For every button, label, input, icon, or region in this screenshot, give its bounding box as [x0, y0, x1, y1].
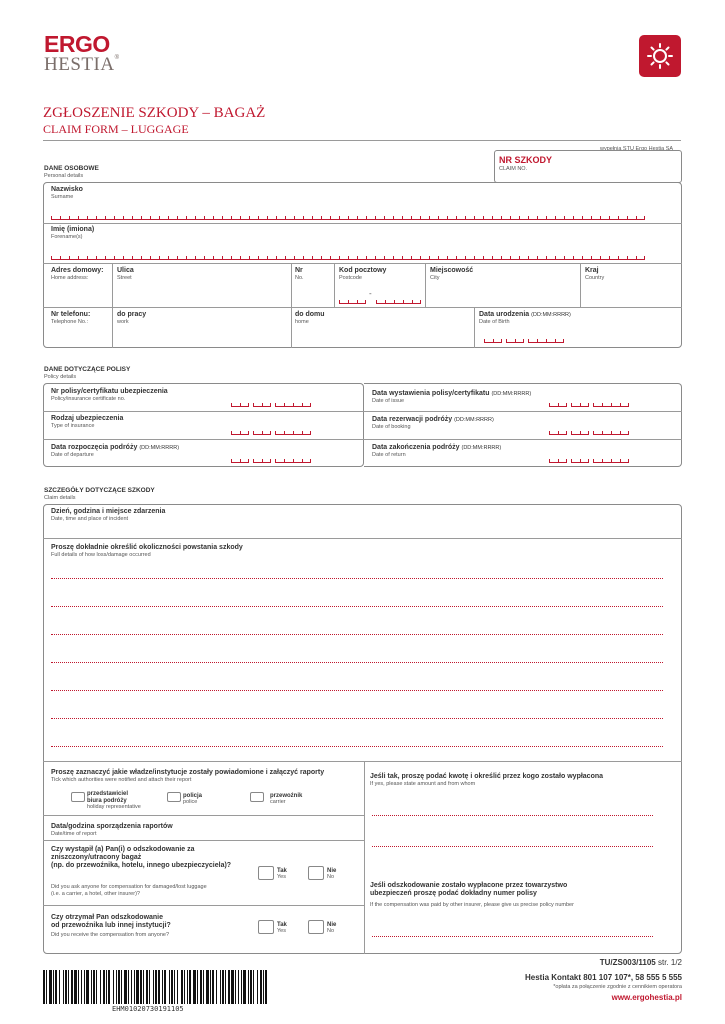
surname-input[interactable]	[51, 216, 645, 220]
address-label: Adres domowy:	[51, 267, 104, 274]
carrier-sub: carrier	[270, 799, 286, 805]
report-date-label: Data/godzina sporządzenia raportów	[51, 823, 173, 830]
col-divider	[425, 263, 426, 307]
details-line[interactable]	[51, 578, 663, 579]
claim-title: SZCZEGÓŁY DOTYCZĄCE SZKODY	[44, 487, 155, 494]
issue-date-label	[372, 390, 531, 398]
asked-no-label: Nie	[327, 868, 337, 874]
home-phone-sub: home	[295, 319, 309, 325]
return-date-input[interactable]	[549, 459, 629, 463]
row-divider	[43, 840, 364, 841]
return-date-label-text: Data zakończenia podróży	[372, 444, 460, 451]
received-label-2: od przewoźnika lub innej instytucji?	[51, 922, 171, 929]
asked-no-sub: No	[327, 874, 335, 880]
row-divider	[43, 263, 682, 264]
rep-sub: holiday representative	[87, 804, 141, 810]
asked-yes-sub: Yes	[277, 874, 286, 880]
received-sub: Did you receive the compensation from anyone?	[51, 932, 170, 938]
booking-date-label-text: Data rezerwacji podróży	[372, 416, 453, 423]
city-label: Miejscowość	[430, 267, 474, 274]
if-yes-line[interactable]	[372, 815, 653, 816]
asked-sub-2: (i.e. a carrier, a hotel, other insurer)?	[51, 891, 140, 897]
claim-sub: Claim details	[44, 495, 76, 501]
policy-sub: Policy details	[44, 374, 77, 380]
details-sub: Full details of how loss/damage occurred	[51, 552, 151, 558]
other-insurer-sub: If the compensation was paid by other insurer, please give us precise policy number	[370, 902, 574, 908]
departure-date-sub: Date of departure	[51, 452, 94, 458]
col-divider	[112, 307, 113, 348]
city-sub: City	[430, 275, 440, 281]
asked-sub-1: Did you ask anyone for compensation for damaged/lost luggage	[51, 884, 207, 890]
details-line[interactable]	[51, 662, 663, 663]
logo-hestia: HESTIA	[44, 54, 115, 75]
claim-no-label: NR SZKODY	[499, 155, 553, 165]
report-date-sub: Date/time of report	[51, 831, 97, 837]
forename-sub: Forename(s)	[51, 234, 83, 240]
dob-label-text: Data urodzenia	[479, 311, 530, 318]
received-label-1: Czy otrzymał Pan odszkodowanie	[51, 914, 164, 921]
row-divider	[43, 307, 682, 308]
policy-no-label: Nr polisy/certyfikatu ubezpieczenia	[51, 388, 168, 395]
barcode-bars	[43, 970, 271, 1004]
received-yes-checkbox[interactable]	[258, 920, 274, 934]
title-en: CLAIM FORM – LUGGAGE	[43, 122, 189, 136]
rep-label-2: biura podróży	[87, 798, 127, 804]
no-label: Nr	[295, 267, 303, 274]
home-phone-label: do domu	[295, 311, 325, 318]
barcode	[43, 970, 271, 1008]
title-pl: ZGŁOSZENIE SZKODY – BAGAŻ	[43, 105, 266, 121]
details-line[interactable]	[51, 634, 663, 635]
details-label: Proszę dokładnie określić okoliczności powstania szkody	[51, 544, 243, 551]
col-divider	[112, 263, 113, 307]
col-divider	[474, 307, 475, 348]
forename-input[interactable]	[51, 256, 645, 260]
insurance-type-input[interactable]	[231, 431, 311, 435]
issue-date-input[interactable]	[549, 403, 629, 407]
incident-when-input[interactable]	[51, 524, 671, 536]
incident-when-label: Dzień, godzina i miejsce zdarzenia	[51, 508, 166, 515]
brand-logo	[44, 33, 119, 75]
departure-date-format: (DD:MM:RRRR)	[139, 445, 180, 451]
col-divider	[291, 307, 292, 348]
col-divider	[291, 263, 292, 307]
policy-title: DANE DOTYCZĄCE POLISY	[44, 366, 131, 373]
asked-yes-checkbox[interactable]	[258, 866, 274, 880]
authorities-label: Proszę zaznaczyć jakie władze/instytucje zostały powiadomione i załączyć raporty	[51, 769, 325, 776]
phone-sub: Telephone No.:	[51, 319, 88, 325]
departure-date-label-text: Data rozpoczęcia podróży	[51, 444, 138, 451]
country-sub: Country	[585, 275, 605, 281]
booking-date-format: (DD:MM:RRRR)	[454, 417, 494, 423]
booking-date-input[interactable]	[549, 431, 629, 435]
postcode-sub: Postcode	[339, 275, 362, 281]
rep-checkbox[interactable]	[71, 792, 85, 802]
phone-label: Nr telefonu:	[51, 311, 91, 318]
dob-input[interactable]	[484, 339, 564, 343]
work-phone-label: do pracy	[117, 311, 147, 318]
row-divider	[43, 538, 682, 539]
claim-fill-note: wypełnia STU Ergo Hestia SA	[600, 146, 674, 152]
surname-label: Nazwisko	[51, 186, 83, 193]
return-date-format: (DD:MM:RRRR)	[461, 445, 502, 451]
incident-when-sub: Date, time and place of incident	[51, 516, 129, 522]
police-sub: police	[183, 799, 198, 805]
received-no-sub: No	[327, 928, 335, 934]
logo-registered-mark: ®	[114, 55, 119, 61]
postcode-dash: -	[369, 289, 372, 298]
details-line[interactable]	[51, 718, 663, 719]
asked-label-3: (np. do przewoźnika, hotelu, innego ubezpieczyciela)?	[51, 862, 232, 869]
authorities-sub: Tick which authorities were notified and attach their report	[51, 777, 192, 783]
issue-date-sub: Date of issue	[372, 398, 405, 404]
other-insurer-label-2: ubezpieczeń proszę podać dokładny numer polisy	[370, 890, 537, 897]
asked-no-checkbox[interactable]	[308, 866, 324, 880]
contact-note: *opłata za połączenie zgodnie z cennikiem operatora	[553, 984, 682, 990]
logo-ergo: ERGO	[44, 31, 110, 57]
street-sub: Street	[117, 275, 132, 281]
sun-icon	[639, 35, 681, 77]
asked-label-2: zniszczony/utracony bagaż	[51, 854, 142, 861]
col-divider	[334, 263, 335, 307]
details-line[interactable]	[51, 746, 663, 747]
website-link[interactable]: www.ergohestia.pl	[611, 993, 682, 1002]
row-divider	[43, 223, 682, 224]
received-yes-sub: Yes	[277, 928, 286, 934]
details-line[interactable]	[51, 606, 663, 607]
address-sub: Home address:	[51, 275, 89, 281]
row-divider	[43, 411, 682, 412]
surname-sub: Surname	[51, 194, 74, 200]
other-insurer-line[interactable]	[372, 936, 653, 937]
form-code	[600, 958, 682, 967]
claim-no-box[interactable]	[494, 150, 682, 183]
received-no-checkbox[interactable]	[308, 920, 324, 934]
forename-label: Imię (imiona)	[51, 226, 95, 233]
asked-yes-label: Tak	[277, 868, 287, 874]
issue-date-format: (DD:MM:RRRR)	[491, 391, 532, 397]
insurance-type-sub: Type of insurance	[51, 423, 95, 429]
departure-date-label	[51, 444, 179, 452]
issue-date-label-text: Data wystawienia polisy/certyfikatu	[372, 390, 490, 397]
police-checkbox[interactable]	[167, 792, 181, 802]
other-insurer-label-1: Jeśli odszkodowanie zostało wypłacone przez towarzystwo	[370, 882, 568, 889]
claim-no-sub: CLAIM NO.	[499, 166, 528, 172]
if-yes-line[interactable]	[372, 846, 653, 847]
street-label: Ulica	[117, 267, 134, 274]
form-code-text: TU/ZS003/1105	[599, 958, 656, 967]
col-divider	[364, 761, 365, 954]
postcode-input-a[interactable]	[339, 300, 366, 304]
dob-format: (DD:MM:RRRR)	[531, 312, 571, 318]
country-label: Kraj	[585, 267, 599, 274]
barcode-text: EHM01020730191105	[112, 1005, 184, 1013]
if-yes-sub: If yes, please state amount and from whom	[370, 781, 476, 787]
carrier-label: przewoźnik	[270, 793, 303, 799]
title-divider	[43, 140, 681, 141]
dob-sub: Date of Birth	[479, 319, 510, 325]
postcode-label: Kod pocztowy	[339, 267, 387, 274]
received-yes-label: Tak	[277, 922, 287, 928]
policy-no-input[interactable]	[231, 403, 311, 407]
booking-date-label	[372, 416, 494, 424]
carrier-checkbox[interactable]	[250, 792, 264, 802]
received-no-label: Nie	[327, 922, 337, 928]
if-yes-label: Jeśli tak, proszę podać kwotę i określić przez kogo zostało wypłacona	[370, 773, 604, 780]
work-phone-sub: work	[117, 319, 129, 325]
personal-sub: Personal details	[44, 173, 84, 179]
postcode-input-b[interactable]	[376, 300, 421, 304]
page-number: str. 1/2	[657, 958, 682, 967]
rep-label-1: przedstawiciel	[87, 791, 129, 797]
row-divider	[43, 439, 682, 440]
departure-date-input[interactable]	[231, 459, 311, 463]
insurance-type-label: Rodzaj ubezpieczenia	[51, 415, 124, 422]
police-label: policja	[183, 793, 203, 799]
row-divider	[43, 761, 682, 762]
booking-date-sub: Date of booking	[372, 424, 411, 430]
col-divider	[580, 263, 581, 307]
return-date-label	[372, 444, 501, 452]
details-line[interactable]	[51, 690, 663, 691]
row-divider	[43, 905, 364, 906]
contact-line: Hestia Kontakt 801 107 107*, 58 555 5 555	[525, 973, 682, 982]
row-divider	[43, 815, 364, 816]
policy-no-sub: Policy/insurance certificate no.	[51, 396, 126, 402]
return-date-sub: Date of return	[372, 452, 406, 458]
personal-title: DANE OSOBOWE	[44, 165, 99, 172]
asked-label-1: Czy wystąpił (a) Pan(i) o odszkodowanie za	[51, 846, 195, 853]
dob-label	[479, 311, 571, 319]
form-title	[43, 105, 265, 136]
personal-box	[43, 182, 682, 348]
no-sub: No.	[295, 275, 304, 281]
